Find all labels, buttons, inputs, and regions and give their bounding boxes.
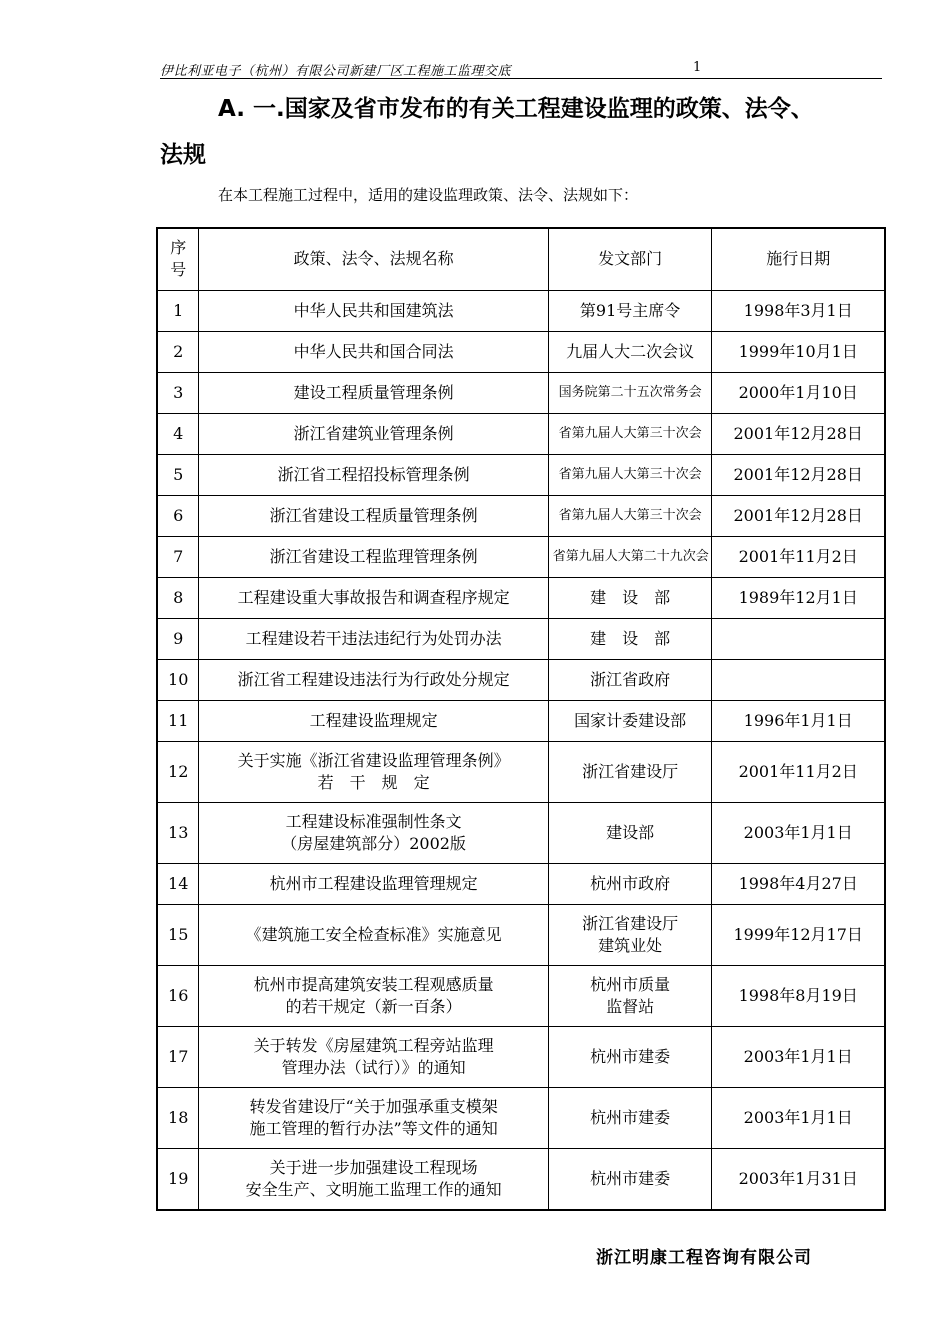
cell-name: 浙江省建筑业管理条例 <box>199 413 548 454</box>
header-date: 施行日期 <box>712 228 885 290</box>
cell-name: 浙江省建设工程监理管理条例 <box>199 536 548 577</box>
table-row <box>157 618 885 659</box>
table-row <box>157 1026 885 1087</box>
cell-seq: 8 <box>157 577 199 618</box>
cell-dept: 省第九届人大第三十次会 <box>548 413 712 454</box>
cell-date <box>712 618 885 659</box>
table-row <box>157 577 885 618</box>
cell-date: 2001年11月2日 <box>712 536 885 577</box>
cell-dept: 杭州市质量 监督站 <box>548 965 712 1026</box>
cell-dept: 省第九届人大第三十次会 <box>548 454 712 495</box>
cell-dept: 杭州市建委 <box>548 1148 712 1210</box>
cell-dept: 省第九届人大第三十次会 <box>548 495 712 536</box>
cell-date: 1996年1月1日 <box>712 700 885 741</box>
table-row <box>157 802 885 863</box>
cell-name: 浙江省工程招投标管理条例 <box>199 454 548 495</box>
cell-seq: 19 <box>157 1148 199 1210</box>
cell-dept: 杭州市建委 <box>548 1087 712 1148</box>
table-row <box>157 741 885 802</box>
cell-seq: 1 <box>157 290 199 331</box>
heading-line-1: A. 一.国家及省市发布的有关工程建设监理的政策、法令、 <box>218 96 814 122</box>
cell-date: 2001年12月28日 <box>712 454 885 495</box>
cell-seq: 17 <box>157 1026 199 1087</box>
table-row <box>157 904 885 965</box>
cell-name: 工程建设若干违法违纪行为处罚办法 <box>199 618 548 659</box>
cell-date <box>712 659 885 700</box>
cell-seq: 14 <box>157 863 199 904</box>
cell-seq: 3 <box>157 372 199 413</box>
cell-dept: 建 设 部 <box>548 577 712 618</box>
cell-name: 工程建设重大事故报告和调查程序规定 <box>199 577 548 618</box>
cell-name: 杭州市工程建设监理管理规定 <box>199 863 548 904</box>
cell-name: 《建筑施工安全检查标准》实施意见 <box>199 904 548 965</box>
cell-name: 建设工程质量管理条例 <box>199 372 548 413</box>
page-header <box>160 60 882 79</box>
cell-date: 2001年12月28日 <box>712 495 885 536</box>
cell-name: 中华人民共和国建筑法 <box>199 290 548 331</box>
cell-date: 1998年4月27日 <box>712 863 885 904</box>
page-number: 1 <box>693 60 702 75</box>
cell-name: 关于实施《浙江省建设监理管理条例》 若 干 规 定 <box>199 741 548 802</box>
cell-dept: 浙江省建设厅 建筑业处 <box>548 904 712 965</box>
cell-date: 1998年8月19日 <box>712 965 885 1026</box>
cell-seq: 4 <box>157 413 199 454</box>
cell-name: 关于转发《房屋建筑工程旁站监理 管理办法（试行）》的通知 <box>199 1026 548 1087</box>
cell-dept: 浙江省建设厅 <box>548 741 712 802</box>
cell-date: 2003年1月1日 <box>712 802 885 863</box>
cell-name: 浙江省工程建设违法行为行政处分规定 <box>199 659 548 700</box>
cell-dept: 九届人大二次会议 <box>548 331 712 372</box>
cell-name: 工程建设标准强制性条文 （房屋建筑部分）2002版 <box>199 802 548 863</box>
cell-seq: 2 <box>157 331 199 372</box>
cell-name: 关于进一步加强建设工程现场 安全生产、文明施工监理工作的通知 <box>199 1148 548 1210</box>
table-header-row <box>157 228 885 290</box>
cell-dept: 国务院第二十五次常务会 <box>548 372 712 413</box>
cell-date: 1999年12月17日 <box>712 904 885 965</box>
cell-name: 浙江省建设工程质量管理条例 <box>199 495 548 536</box>
cell-date: 2003年1月1日 <box>712 1087 885 1148</box>
cell-dept: 浙江省政府 <box>548 659 712 700</box>
heading-line-2: 法规 <box>160 142 206 168</box>
cell-date: 2003年1月31日 <box>712 1148 885 1210</box>
cell-seq: 6 <box>157 495 199 536</box>
cell-seq: 12 <box>157 741 199 802</box>
table-row <box>157 1087 885 1148</box>
footer-company: 浙江明康工程咨询有限公司 <box>596 1248 812 1268</box>
table-row <box>157 659 885 700</box>
cell-seq: 13 <box>157 802 199 863</box>
cell-date: 2000年1月10日 <box>712 372 885 413</box>
cell-dept: 杭州市政府 <box>548 863 712 904</box>
table-row <box>157 965 885 1026</box>
cell-name: 杭州市提高建筑安装工程观感质量 的若干规定（新一百条） <box>199 965 548 1026</box>
header-dept: 发文部门 <box>548 228 712 290</box>
cell-name: 工程建设监理规定 <box>199 700 548 741</box>
table-row <box>157 290 885 331</box>
header-title: 伊比利亚电子（杭州）有限公司新建厂区工程施工监理交底 <box>160 64 512 79</box>
cell-date: 2001年12月28日 <box>712 413 885 454</box>
cell-seq: 9 <box>157 618 199 659</box>
table-row <box>157 413 885 454</box>
cell-seq: 18 <box>157 1087 199 1148</box>
table-row <box>157 700 885 741</box>
cell-date: 2003年1月1日 <box>712 1026 885 1087</box>
cell-seq: 7 <box>157 536 199 577</box>
header-seq: 序 号 <box>157 228 199 290</box>
table-row <box>157 1148 885 1210</box>
cell-seq: 16 <box>157 965 199 1026</box>
cell-date: 2001年11月2日 <box>712 741 885 802</box>
cell-seq: 5 <box>157 454 199 495</box>
table-row <box>157 331 885 372</box>
header-name: 政策、法令、法规名称 <box>199 228 548 290</box>
cell-seq: 11 <box>157 700 199 741</box>
table-row <box>157 372 885 413</box>
table-row <box>157 536 885 577</box>
cell-date: 1999年10月1日 <box>712 331 885 372</box>
cell-seq: 10 <box>157 659 199 700</box>
table-row <box>157 495 885 536</box>
cell-name: 中华人民共和国合同法 <box>199 331 548 372</box>
cell-dept: 国家计委建设部 <box>548 700 712 741</box>
cell-seq: 15 <box>157 904 199 965</box>
table-row <box>157 454 885 495</box>
cell-dept: 省第九届人大第二十九次会 <box>548 536 712 577</box>
table-row <box>157 863 885 904</box>
cell-dept: 杭州市建委 <box>548 1026 712 1087</box>
intro-text: 在本工程施工过程中，适用的建设监理政策、法令、法规如下： <box>218 186 639 204</box>
cell-dept: 建设部 <box>548 802 712 863</box>
regulations-table <box>156 227 886 1211</box>
cell-dept: 建 设 部 <box>548 618 712 659</box>
section-heading <box>160 86 882 178</box>
cell-date: 1998年3月1日 <box>712 290 885 331</box>
cell-dept: 第91号主席令 <box>548 290 712 331</box>
cell-name: 转发省建设厅“关于加强承重支模架 施工管理的暂行办法”等文件的通知 <box>199 1087 548 1148</box>
cell-date: 1989年12月1日 <box>712 577 885 618</box>
